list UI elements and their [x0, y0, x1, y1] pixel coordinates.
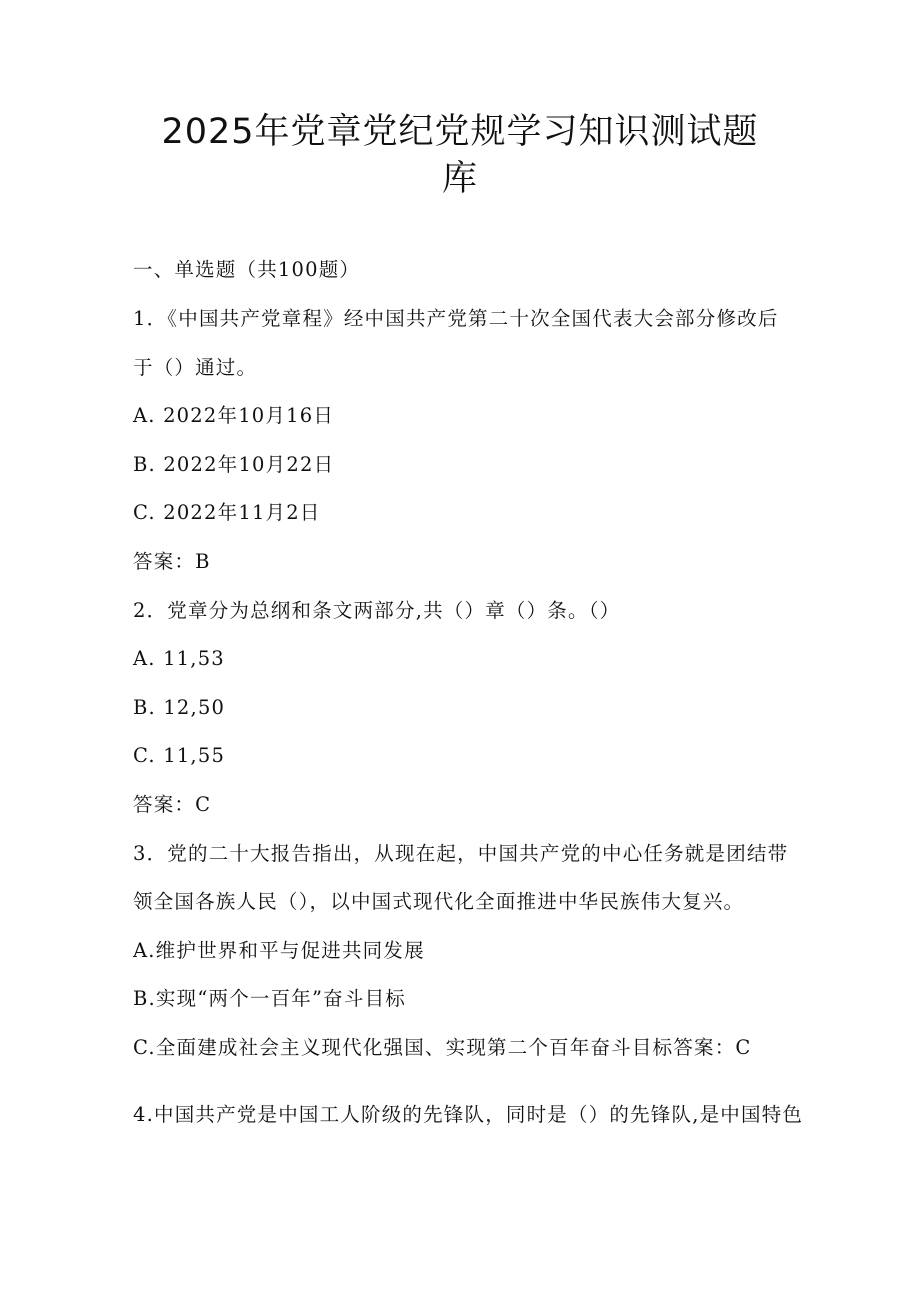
question-3-stem-line2: 领全国各族人民（），以中国式现代化全面推进中华民族伟大复兴。 — [133, 890, 745, 913]
section-heading: 一、单选题（共100题） — [133, 258, 361, 281]
question-3-option-b: B.实现“两个一百年”奋斗目标 — [133, 987, 406, 1010]
question-2-option-b: B. 12,50 — [133, 696, 226, 719]
question-2-option-a: A. 11,53 — [133, 647, 225, 670]
document-title-line2: 库 — [441, 159, 478, 199]
question-3-stem-line1: 3．党的二十大报告指出，从现在起，中国共产党的中心任务就是团结带 — [133, 842, 789, 865]
question-3-option-c: C.全面建成社会主义现代化强国、实现第二个百年奋斗目标答案：C — [133, 1036, 752, 1059]
question-1-stem-line2: 于（）通过。 — [133, 356, 258, 379]
question-1-option-a: A. 2022年10月16日 — [133, 404, 335, 427]
question-1-option-b: B. 2022年10月22日 — [133, 453, 335, 476]
question-1-stem-line1: 1．《中国共产党章程》经中国共产党第二十次全国代表大会部分修改后 — [133, 307, 779, 330]
question-2-stem-line1: 2．党章分为总纲和条文两部分,共（）章（）条。（） — [133, 599, 621, 622]
question-1-answer: 答案：B — [133, 550, 211, 573]
question-4-stem-line1: 4.中国共产党是中国工人阶级的先锋队，同时是（）的先锋队,是中国特色 — [133, 1103, 804, 1126]
question-3-option-a: A.维护世界和平与促进共同发展 — [133, 939, 425, 962]
question-1-option-c: C. 2022年11月2日 — [133, 501, 321, 524]
document-title-line1: 2025年党章党纪党规学习知识测试题 — [161, 112, 759, 152]
question-2-option-c: C. 11,55 — [133, 744, 226, 767]
question-2-answer: 答案：C — [133, 793, 212, 816]
